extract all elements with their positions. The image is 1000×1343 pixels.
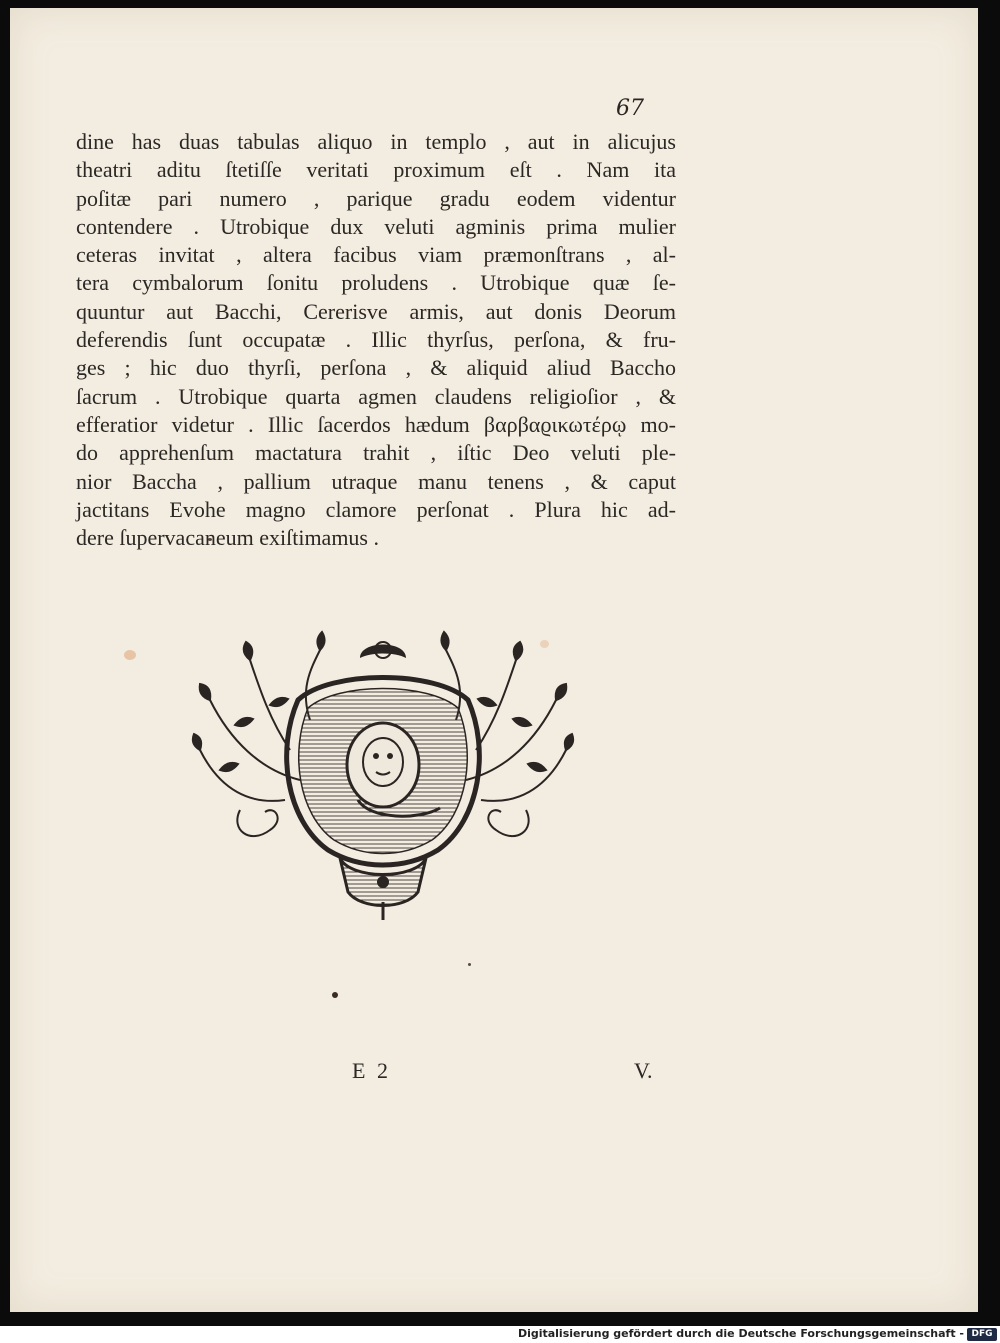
- text-line: nior Baccha , pallium utraque manu tenens , & caput: [76, 468, 676, 494]
- body-paragraph: [76, 128, 676, 552]
- engraved-vignette: [190, 630, 576, 922]
- text-line: efferatior videtur . Illic ſacerdos hædum βαρβαϱικωτέρῳ mo-: [76, 411, 676, 437]
- text-line: contendere . Utrobique dux veluti agminis prima mulier: [76, 213, 676, 239]
- text-line: jactitans Evohe magno clamore perſonat . Plura hic ad-: [76, 496, 676, 522]
- text-line: dine has duas tabulas aliquo in templo , aut in alicujus: [76, 129, 676, 154]
- page-number: 67: [616, 96, 644, 121]
- funding-credit: Digitalisierung gefördert durch die Deutsche Forschungsgemeinschaft -: [517, 1327, 964, 1340]
- cartouche-crest: [360, 642, 406, 658]
- text-line: ges ; hic duo thyrſi, perſona , & aliquid aliud Baccho: [76, 355, 676, 381]
- text-line: quuntur aut Bacchi, Cererisve armis, aut donis Deorum: [76, 298, 676, 324]
- ink-speck: [468, 963, 471, 966]
- catchword: V.: [634, 1058, 653, 1083]
- text-line: poſitæ pari numero , parique gradu eodem videntur: [76, 185, 676, 211]
- text-line: ſacrum . Utrobique quarta agmen claudens religioſior , &: [76, 383, 676, 409]
- text-line: theatri aditu ſtetiſſe veritati proximum eſt . Nam ita: [76, 157, 676, 183]
- text-line: dere ſupervacaneum exiſtimamus .: [76, 525, 379, 551]
- foxing-spot: [124, 650, 136, 660]
- text-line: tera cymbalorum ſonitu proludens . Utrobique quæ ſe-: [76, 270, 676, 296]
- dfg-logo: DFG: [967, 1328, 997, 1341]
- ink-speck: [332, 992, 338, 998]
- text-line: ceteras invitat , altera facibus viam præmonſtrans , al-: [76, 242, 676, 268]
- signature-mark: E 2: [352, 1058, 391, 1083]
- text-line: deferendis ſunt occupatæ . Illic thyrſus, perſona, & fru-: [76, 327, 676, 353]
- text-line: do apprehenſum mactatura trahit , iſtic Deo veluti ple-: [76, 440, 676, 466]
